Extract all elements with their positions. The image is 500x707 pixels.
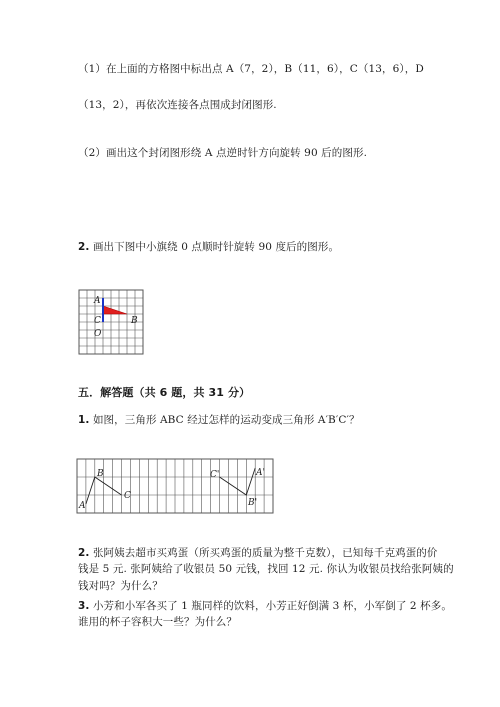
part1-line-3: （2）画出这个封闭图形绕 A 点逆时针方向旋转 90 后的图形. (78, 147, 368, 159)
flag-grid-figure (78, 289, 148, 355)
s5-question-1 (78, 412, 360, 427)
question-text-line-1: 小芳和小军各买了 1 瓶同样的饮料，小芳正好倒满 3 杯，小军倒了 2 杯多。 (92, 600, 452, 612)
question-number: 2. (78, 547, 90, 559)
label-a-prime: A' (256, 468, 265, 478)
s5-question-2-line-2: 钱是 5 元. 张阿姨给了收银员 50 元钱，找回 12 元. 你认为收银员找给张阿姨的 (78, 563, 454, 575)
section-5-title: 五．解答题（共 6 题，共 31 分） (78, 386, 251, 399)
question-text-line-1: 张阿姨去超市买鸡蛋（所买鸡蛋的质量为整千克数），已知每千克鸡蛋的价 (92, 547, 438, 559)
label-b-prime: B' (248, 498, 258, 508)
question-number: 1. (78, 414, 90, 426)
question-text: 如图，三角形 ABC 经过怎样的运动变成三角形 A′B′C′？ (92, 414, 360, 426)
question-number: 3. (78, 600, 90, 612)
s5-question-2 (78, 545, 438, 560)
label-b: B (97, 469, 104, 479)
s5-question-2-line-3: 钱对吗？为什么？ (78, 580, 163, 592)
label-o: O (94, 329, 102, 339)
part1-line-2: （13，2），再依次连接各点围成封闭图形. (78, 99, 277, 111)
s5-question-3 (78, 598, 452, 613)
triangle-grid-figure (76, 458, 276, 516)
s5-question-3-line-2: 谁用的杯子容积大一些？为什么？ (78, 616, 237, 628)
label-a: A (79, 501, 86, 511)
label-b: B (131, 316, 138, 326)
question-2 (78, 239, 339, 254)
label-c: C (94, 316, 101, 326)
question-text: 画出下图中小旗绕 0 点顺时针旋转 90 度后的图形。 (92, 241, 340, 253)
part1-line-1: （1）在上面的方格图中标出点 A（7，2），B（11，6），C（13，6），D (78, 63, 424, 75)
label-a: A (94, 296, 101, 306)
question-number: 2. (78, 241, 90, 253)
flag-shape (103, 306, 127, 314)
label-c-prime: C' (210, 470, 220, 480)
triangle-grid (77, 459, 273, 513)
label-c: C (124, 491, 131, 501)
